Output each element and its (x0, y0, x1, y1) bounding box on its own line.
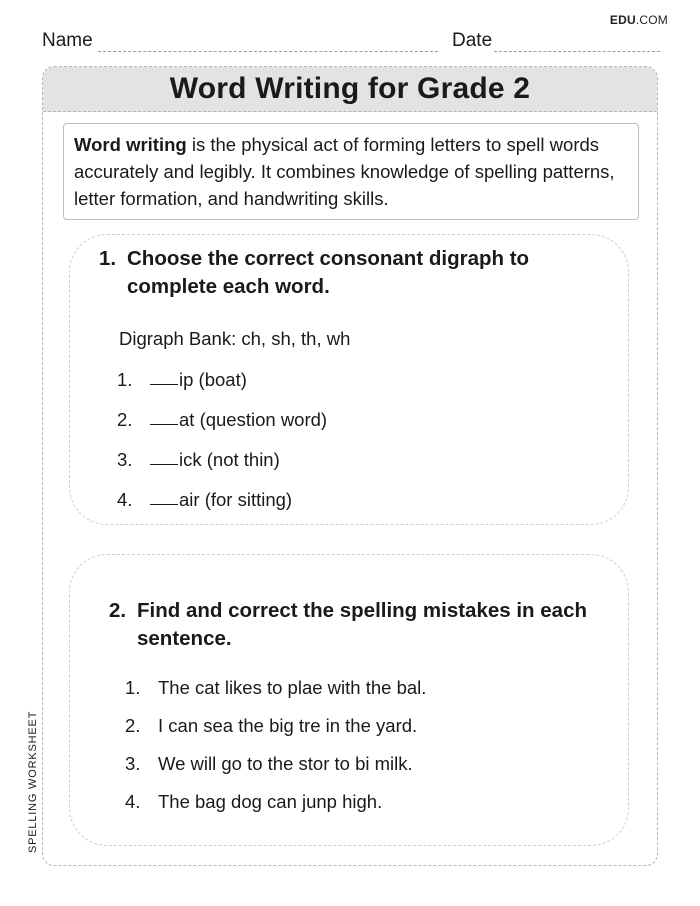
list-item (125, 715, 426, 753)
answer-blank[interactable] (150, 409, 178, 425)
worksheet-header (42, 30, 660, 54)
list-item (125, 791, 426, 829)
list-item (117, 489, 327, 529)
date-label: Date (452, 30, 493, 51)
side-label: SPELLING WORKSHEET (27, 710, 39, 853)
date-field[interactable] (494, 51, 660, 52)
item-text: I can sea the big tre in the yard. (158, 715, 418, 736)
question-2-card (69, 554, 629, 846)
question-2-prompt: Find and correct the spelling mistakes in each sentence. (137, 599, 587, 650)
digraph-bank: Digraph Bank: ch, sh, th, wh (119, 328, 351, 349)
name-field[interactable] (98, 51, 438, 52)
item-number: 3. (125, 753, 141, 774)
item-text: at (question word) (179, 409, 328, 430)
answer-blank[interactable] (150, 449, 178, 465)
item-text: The cat likes to plae with the bal. (158, 677, 427, 698)
list-item (117, 409, 327, 449)
question-1-list (117, 369, 327, 529)
list-item (125, 753, 426, 791)
item-text: ip (boat) (179, 369, 247, 390)
item-text: We will go to the stor to bi milk. (158, 753, 413, 774)
item-number: 2. (125, 715, 141, 736)
worksheet-body (42, 66, 658, 866)
page-title: Word Writing for Grade 2 (169, 72, 531, 105)
item-text: air (for sitting) (179, 489, 293, 510)
question-1-prompt: Choose the correct consonant digraph to complete each word. (127, 247, 530, 298)
brand-logo-light: .COM (635, 13, 668, 27)
answer-blank[interactable] (150, 369, 178, 385)
question-2-title (109, 597, 619, 653)
question-1-title (99, 245, 599, 301)
list-item (125, 677, 426, 715)
question-2-list (125, 677, 426, 829)
brand-logo-bold: EDU (609, 13, 636, 27)
question-1-card (69, 234, 629, 525)
list-item (117, 369, 327, 409)
title-bar (43, 67, 657, 112)
intro-term: Word writing (74, 134, 187, 155)
answer-blank[interactable] (150, 489, 178, 505)
name-label: Name (42, 30, 93, 51)
list-item (117, 449, 327, 489)
question-2-number: 2. (109, 599, 127, 622)
intro-definition: is the physical act of forming letters to spell words accurately and legibly. It combines knowledge of spelling patterns, letter formation, and handwriting skills. (74, 134, 615, 209)
item-number: 3. (117, 449, 133, 470)
item-number: 1. (117, 369, 133, 390)
item-number: 4. (117, 489, 133, 510)
item-text: The bag dog can junp high. (158, 791, 383, 812)
item-number: 1. (125, 677, 141, 698)
item-number: 2. (117, 409, 133, 430)
question-1-number: 1. (99, 247, 117, 270)
item-number: 4. (125, 791, 141, 812)
intro-box (63, 123, 639, 220)
item-text: ick (not thin) (179, 449, 280, 470)
brand-logo (610, 13, 668, 27)
